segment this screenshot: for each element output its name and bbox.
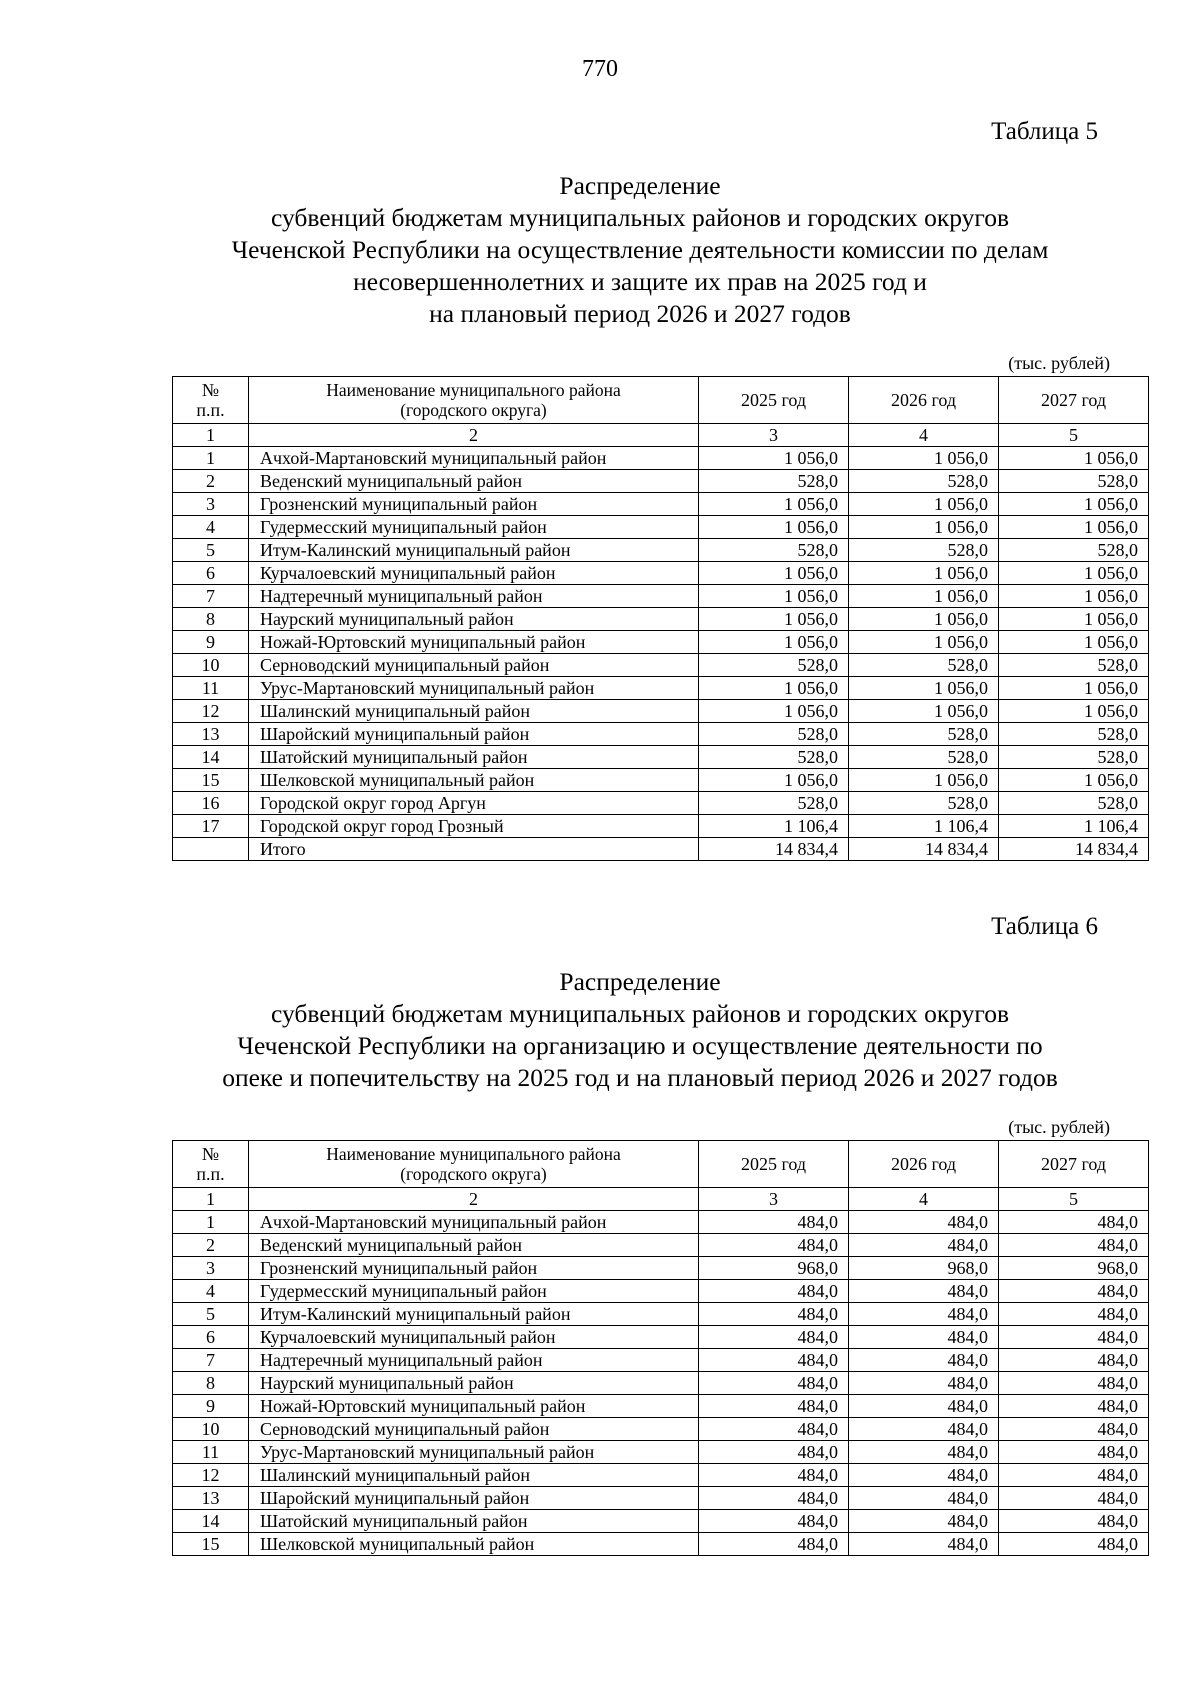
value-2025: 484,0: [699, 1418, 849, 1441]
value-2026: 484,0: [849, 1280, 999, 1303]
column-number: 5: [999, 1188, 1149, 1211]
value-2027: 528,0: [999, 654, 1149, 677]
value-2027: 484,0: [999, 1372, 1149, 1395]
header-name: [249, 377, 699, 424]
column-number-row: [173, 1188, 1149, 1211]
value-2027: 484,0: [999, 1280, 1149, 1303]
table-row: [173, 1234, 1149, 1257]
value-2026: 528,0: [849, 654, 999, 677]
value-2027: 484,0: [999, 1510, 1149, 1533]
row-number: 12: [173, 1464, 249, 1487]
row-number: 5: [173, 1303, 249, 1326]
value-2027: 484,0: [999, 1464, 1149, 1487]
row-number: 1: [173, 1211, 249, 1234]
table-row: [173, 1533, 1149, 1556]
table-5-title-line: субвенций бюджетам муниципальных районов и городских округов: [270, 203, 1010, 232]
value-2025: 1 106,4: [699, 815, 849, 838]
table-row: [173, 815, 1149, 838]
value-2025: 484,0: [699, 1211, 849, 1234]
district-name: Ачхой-Мартановский муниципальный район: [249, 447, 699, 470]
table-row: [173, 1257, 1149, 1280]
row-number: 8: [173, 1372, 249, 1395]
header-name-line: (городского округа): [400, 400, 547, 420]
row-number: 13: [173, 723, 249, 746]
table-5-label: Таблица 5: [991, 118, 1098, 145]
table-6-title: [140, 966, 1140, 1094]
value-2027: 484,0: [999, 1303, 1149, 1326]
row-number: 16: [173, 792, 249, 815]
district-name: Гудермесский муниципальный район: [249, 1280, 699, 1303]
table-row: [173, 1464, 1149, 1487]
row-number: 10: [173, 654, 249, 677]
value-2027: 1 056,0: [999, 447, 1149, 470]
value-2027: 1 056,0: [999, 631, 1149, 654]
table-row: [173, 1372, 1149, 1395]
value-2027: 484,0: [999, 1211, 1149, 1234]
value-2027: 484,0: [999, 1441, 1149, 1464]
table-row: [173, 746, 1149, 769]
district-name: Шаройский муниципальный район: [249, 723, 699, 746]
value-2026: 1 056,0: [849, 447, 999, 470]
value-2025: 1 056,0: [699, 631, 849, 654]
row-number: [173, 838, 249, 861]
row-number: 10: [173, 1418, 249, 1441]
table-row: [173, 1211, 1149, 1234]
table-6-title-line: опеке и попечительству на 2025 год и на плановый период 2026 и 2027 годов: [222, 1063, 1058, 1092]
table-5-units: (тыс. рублей): [1008, 353, 1110, 373]
district-name: Курчалоевский муниципальный район: [249, 562, 699, 585]
value-2025: 484,0: [699, 1395, 849, 1418]
value-2027: 1 056,0: [999, 677, 1149, 700]
value-2027: 484,0: [999, 1395, 1149, 1418]
value-2026: 968,0: [849, 1257, 999, 1280]
district-name: Шалинский муниципальный район: [249, 1464, 699, 1487]
value-2025: 528,0: [699, 723, 849, 746]
value-2025: 484,0: [699, 1487, 849, 1510]
row-number: 4: [173, 516, 249, 539]
header-name-line: Наименование муниципального района: [326, 1144, 621, 1164]
table-row: [173, 700, 1149, 723]
table-row: [173, 769, 1149, 792]
value-2026: 1 056,0: [849, 516, 999, 539]
value-2027: 484,0: [999, 1234, 1149, 1257]
district-name: Итого: [249, 838, 699, 861]
value-2025: 484,0: [699, 1441, 849, 1464]
value-2026: 484,0: [849, 1372, 999, 1395]
value-2025: 528,0: [699, 792, 849, 815]
value-2026: 484,0: [849, 1326, 999, 1349]
row-number: 15: [173, 1533, 249, 1556]
district-name: Грозненский муниципальный район: [249, 1257, 699, 1280]
row-number: 6: [173, 562, 249, 585]
value-2025: 1 056,0: [699, 700, 849, 723]
district-name: Наурский муниципальный район: [249, 608, 699, 631]
value-2026: 484,0: [849, 1418, 999, 1441]
column-number: 1: [173, 1188, 249, 1211]
value-2025: 968,0: [699, 1257, 849, 1280]
row-number: 1: [173, 447, 249, 470]
column-number: 4: [849, 424, 999, 447]
header-name: [249, 1141, 699, 1188]
table-5-title-line: Чеченской Республики на осуществление деятельности комиссии по делам: [231, 235, 1049, 264]
table-row: [173, 654, 1149, 677]
value-2025: 484,0: [699, 1510, 849, 1533]
value-2026: 528,0: [849, 470, 999, 493]
table-row: [173, 1441, 1149, 1464]
table-5-title-line: несовершеннолетних и защите их прав на 2025 год и: [353, 267, 927, 296]
table-row: [173, 1280, 1149, 1303]
value-2025: 1 056,0: [699, 562, 849, 585]
row-number: 3: [173, 493, 249, 516]
value-2026: 528,0: [849, 723, 999, 746]
header-num-line: п.п.: [196, 1164, 225, 1184]
table-6-label: Таблица 6: [991, 913, 1098, 940]
table-row: [173, 1395, 1149, 1418]
value-2025: 528,0: [699, 470, 849, 493]
district-name: Шатойский муниципальный район: [249, 746, 699, 769]
column-number: 3: [699, 424, 849, 447]
table-row: [173, 470, 1149, 493]
value-2025: 1 056,0: [699, 608, 849, 631]
district-name: Курчалоевский муниципальный район: [249, 1326, 699, 1349]
value-2027: 1 056,0: [999, 700, 1149, 723]
row-number: 3: [173, 1257, 249, 1280]
value-2027: 484,0: [999, 1349, 1149, 1372]
value-2026: 484,0: [849, 1395, 999, 1418]
district-name: Шелковской муниципальный район: [249, 769, 699, 792]
row-number: 2: [173, 470, 249, 493]
value-2026: 528,0: [849, 746, 999, 769]
value-2025: 484,0: [699, 1372, 849, 1395]
value-2026: 1 056,0: [849, 677, 999, 700]
value-2026: 484,0: [849, 1234, 999, 1257]
table-row: [173, 493, 1149, 516]
district-name: Шатойский муниципальный район: [249, 1510, 699, 1533]
value-2027: 1 106,4: [999, 815, 1149, 838]
district-name: Шалинский муниципальный район: [249, 700, 699, 723]
value-2025: 1 056,0: [699, 516, 849, 539]
table-row: [173, 1510, 1149, 1533]
value-2027: 484,0: [999, 1326, 1149, 1349]
value-2027: 484,0: [999, 1487, 1149, 1510]
value-2025: 14 834,4: [699, 838, 849, 861]
table-6-title-line: Чеченской Республики на организацию и осуществление деятельности по: [237, 1031, 1043, 1060]
value-2027: 528,0: [999, 746, 1149, 769]
value-2025: 528,0: [699, 654, 849, 677]
district-name: Ножай-Юртовский муниципальный район: [249, 1395, 699, 1418]
district-name: Шелковской муниципальный район: [249, 1533, 699, 1556]
value-2026: 1 056,0: [849, 769, 999, 792]
value-2027: 1 056,0: [999, 516, 1149, 539]
value-2025: 1 056,0: [699, 769, 849, 792]
value-2025: 484,0: [699, 1234, 849, 1257]
value-2027: 1 056,0: [999, 562, 1149, 585]
value-2025: 484,0: [699, 1280, 849, 1303]
header-num-line: №: [201, 380, 220, 400]
value-2025: 484,0: [699, 1349, 849, 1372]
table-header-row: [173, 377, 1149, 424]
header-2025: 2025 год: [699, 377, 849, 424]
page-number: 770: [582, 56, 618, 82]
value-2025: 484,0: [699, 1326, 849, 1349]
header-num: [173, 1141, 249, 1188]
row-number: 2: [173, 1234, 249, 1257]
value-2026: 14 834,4: [849, 838, 999, 861]
value-2025: 1 056,0: [699, 447, 849, 470]
row-number: 9: [173, 1395, 249, 1418]
value-2027: 968,0: [999, 1257, 1149, 1280]
value-2025: 1 056,0: [699, 493, 849, 516]
table-row: [173, 1326, 1149, 1349]
column-number: 3: [699, 1188, 849, 1211]
district-name: Серноводский муниципальный район: [249, 654, 699, 677]
value-2027: 528,0: [999, 539, 1149, 562]
row-number: 7: [173, 1349, 249, 1372]
value-2026: 528,0: [849, 539, 999, 562]
district-name: Надтеречный муниципальный район: [249, 1349, 699, 1372]
table-6-title-line: Распределение: [559, 967, 721, 996]
table-5: [172, 376, 1149, 861]
district-name: Урус-Мартановский муниципальный район: [249, 1441, 699, 1464]
value-2025: 528,0: [699, 746, 849, 769]
column-number: 2: [249, 424, 699, 447]
row-number: 14: [173, 746, 249, 769]
district-name: Итум-Калинский муниципальный район: [249, 1303, 699, 1326]
table-row: [173, 608, 1149, 631]
value-2026: 484,0: [849, 1464, 999, 1487]
header-name-line: (городского округа): [400, 1164, 547, 1184]
row-number: 7: [173, 585, 249, 608]
header-num-line: №: [201, 1144, 220, 1164]
table-5-title-line: на плановый период 2026 и 2027 годов: [429, 299, 851, 328]
value-2027: 528,0: [999, 470, 1149, 493]
column-number: 4: [849, 1188, 999, 1211]
table-6: [172, 1140, 1149, 1556]
value-2026: 1 056,0: [849, 700, 999, 723]
value-2026: 484,0: [849, 1487, 999, 1510]
value-2027: 528,0: [999, 723, 1149, 746]
table-row: [173, 516, 1149, 539]
table-5-title-line: Распределение: [559, 171, 721, 200]
value-2027: 528,0: [999, 792, 1149, 815]
district-name: Городской округ город Аргун: [249, 792, 699, 815]
value-2026: 1 056,0: [849, 631, 999, 654]
table-header-row: [173, 1141, 1149, 1188]
column-number: 2: [249, 1188, 699, 1211]
header-2025: 2025 год: [699, 1141, 849, 1188]
district-name: Итум-Калинский муниципальный район: [249, 539, 699, 562]
table-row: [173, 539, 1149, 562]
value-2026: 484,0: [849, 1441, 999, 1464]
district-name: Веденский муниципальный район: [249, 1234, 699, 1257]
district-name: Надтеречный муниципальный район: [249, 585, 699, 608]
value-2027: 484,0: [999, 1533, 1149, 1556]
table-row: [173, 792, 1149, 815]
value-2027: 484,0: [999, 1418, 1149, 1441]
table-row: [173, 838, 1149, 861]
table-row: [173, 631, 1149, 654]
value-2027: 14 834,4: [999, 838, 1149, 861]
row-number: 13: [173, 1487, 249, 1510]
table-row: [173, 1487, 1149, 1510]
value-2025: 484,0: [699, 1303, 849, 1326]
value-2026: 1 106,4: [849, 815, 999, 838]
header-num-line: п.п.: [196, 400, 225, 420]
table-6-title-line: субвенций бюджетам муниципальных районов и городских округов: [270, 999, 1010, 1028]
row-number: 6: [173, 1326, 249, 1349]
table-5-title: [140, 170, 1140, 330]
district-name: Ачхой-Мартановский муниципальный район: [249, 1211, 699, 1234]
table-row: [173, 1303, 1149, 1326]
value-2025: 528,0: [699, 539, 849, 562]
district-name: Наурский муниципальный район: [249, 1372, 699, 1395]
value-2025: 1 056,0: [699, 677, 849, 700]
district-name: Серноводский муниципальный район: [249, 1418, 699, 1441]
row-number: 4: [173, 1280, 249, 1303]
table-row: [173, 1349, 1149, 1372]
row-number: 14: [173, 1510, 249, 1533]
table-row: [173, 562, 1149, 585]
row-number: 5: [173, 539, 249, 562]
row-number: 11: [173, 1441, 249, 1464]
column-number: 1: [173, 424, 249, 447]
row-number: 11: [173, 677, 249, 700]
header-2027: 2027 год: [999, 1141, 1149, 1188]
value-2025: 484,0: [699, 1533, 849, 1556]
header-2026: 2026 год: [849, 377, 999, 424]
value-2026: 528,0: [849, 792, 999, 815]
table-row: [173, 447, 1149, 470]
table-row: [173, 585, 1149, 608]
table-row: [173, 677, 1149, 700]
district-name: Городской округ город Грозный: [249, 815, 699, 838]
header-2027: 2027 год: [999, 377, 1149, 424]
table-6-units: (тыс. рублей): [1008, 1117, 1110, 1137]
row-number: 15: [173, 769, 249, 792]
value-2026: 1 056,0: [849, 562, 999, 585]
row-number: 9: [173, 631, 249, 654]
row-number: 8: [173, 608, 249, 631]
district-name: Ножай-Юртовский муниципальный район: [249, 631, 699, 654]
district-name: Урус-Мартановский муниципальный район: [249, 677, 699, 700]
header-2026: 2026 год: [849, 1141, 999, 1188]
district-name: Веденский муниципальный район: [249, 470, 699, 493]
value-2027: 1 056,0: [999, 585, 1149, 608]
table-row: [173, 723, 1149, 746]
value-2027: 1 056,0: [999, 493, 1149, 516]
value-2027: 1 056,0: [999, 769, 1149, 792]
value-2025: 1 056,0: [699, 585, 849, 608]
value-2026: 484,0: [849, 1211, 999, 1234]
row-number: 12: [173, 700, 249, 723]
value-2026: 484,0: [849, 1303, 999, 1326]
value-2026: 484,0: [849, 1510, 999, 1533]
header-num: [173, 377, 249, 424]
column-number-row: [173, 424, 1149, 447]
table-row: [173, 1418, 1149, 1441]
header-name-line: Наименование муниципального района: [326, 380, 621, 400]
district-name: Гудермесский муниципальный район: [249, 516, 699, 539]
value-2026: 484,0: [849, 1533, 999, 1556]
value-2026: 1 056,0: [849, 608, 999, 631]
value-2025: 484,0: [699, 1464, 849, 1487]
value-2026: 1 056,0: [849, 493, 999, 516]
value-2026: 484,0: [849, 1349, 999, 1372]
district-name: Шаройский муниципальный район: [249, 1487, 699, 1510]
column-number: 5: [999, 424, 1149, 447]
value-2026: 1 056,0: [849, 585, 999, 608]
district-name: Грозненский муниципальный район: [249, 493, 699, 516]
value-2027: 1 056,0: [999, 608, 1149, 631]
row-number: 17: [173, 815, 249, 838]
